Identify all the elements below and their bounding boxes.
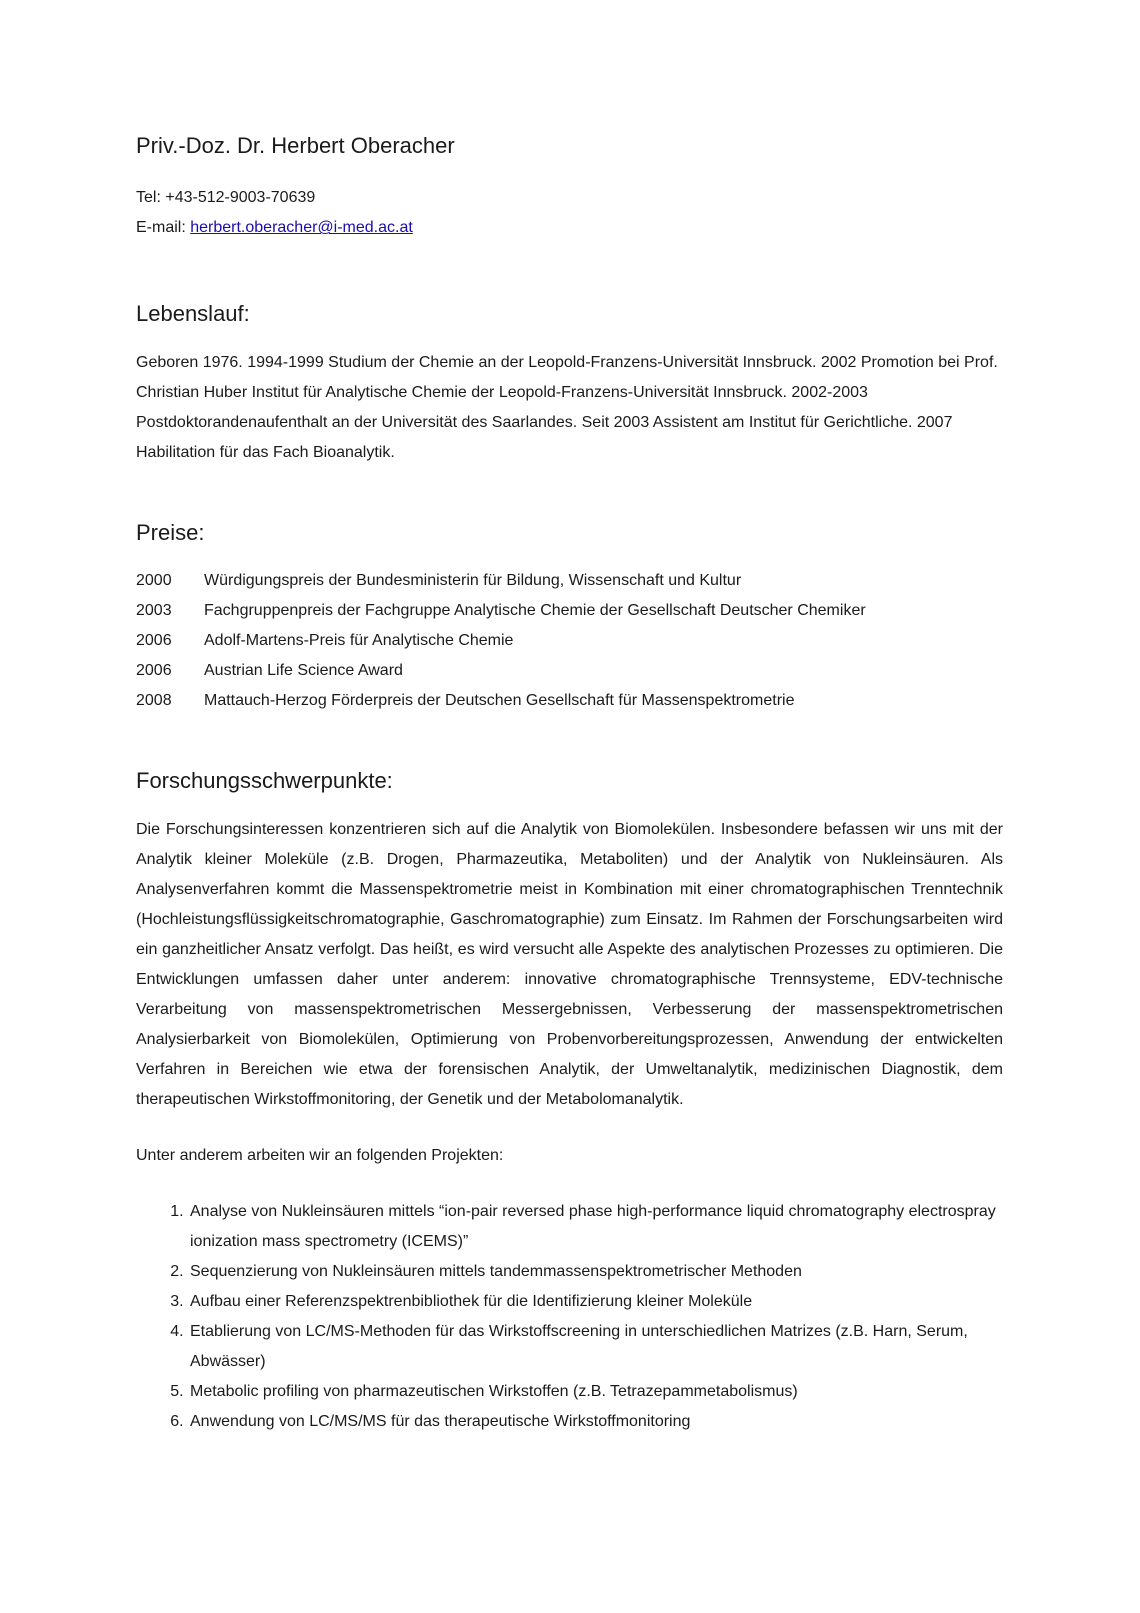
prize-row xyxy=(136,656,866,686)
email-label: E-mail: xyxy=(136,219,186,237)
email-link[interactable]: herbert.oberacher@i-med.ac.at xyxy=(190,219,413,237)
cv-heading: Lebenslauf: xyxy=(136,301,250,327)
cv-text: Geboren 1976. 1994-1999 Studium der Chemie an der Leopold-Franzens-Universität Innsbruck. 2002 Promotion bei Prof. Christian Huber Institut für Analytische Chemie der Leopold-Franzens-Universität Innsbruck. 2002-2003 Postdoktorandenaufenthalt an der Universität des Saarlandes. Seit 2003 Assistent am Institut für Gerichtliche. 2007 Habilitation für das Fach Bioanalytik. xyxy=(136,353,998,461)
prize-year: 2006 xyxy=(136,632,172,650)
prize-row xyxy=(136,596,866,626)
page-title: Priv.-Doz. Dr. Herbert Oberacher xyxy=(136,133,455,158)
list-item: 1. Analyse von Nukleinsäuren mittels “ion-pair reversed phase high-performance liquid chromatography electrospray ionization mass spectrometry (ICEMS)” xyxy=(188,1197,1003,1257)
list-item: 4. Etablierung von LC/MS-Methoden für das Wirkstoffscreening in unterschiedlichen Matrizes (z.B. Harn, Serum, Abwässer) xyxy=(188,1317,1003,1377)
prize-title: Fachgruppenpreis der Fachgruppe Analytische Chemie der Gesellschaft Deutscher Chemiker xyxy=(204,602,866,620)
list-item: 3. Aufbau einer Referenzspektrenbibliothek für die Identifizierung kleiner Moleküle xyxy=(188,1287,1003,1317)
prize-title: Würdigungspreis der Bundesministerin für Bildung, Wissenschaft und Kultur xyxy=(204,572,742,590)
projects-list xyxy=(136,1197,1003,1437)
phone-line xyxy=(136,183,1003,213)
list-item: 5. Metabolic profiling von pharmazeutischen Wirkstoffen (z.B. Tetrazepammetabolismus) xyxy=(188,1377,1003,1407)
phone-number: +43-512-9003-70639 xyxy=(165,189,316,207)
prize-row xyxy=(136,686,866,716)
list-item: 2. Sequenzierung von Nukleinsäuren mittels tandemmassenspektrometrischer Methoden xyxy=(188,1257,1003,1287)
phone-label: Tel: xyxy=(136,189,161,207)
email-line xyxy=(136,213,1003,243)
research-text: Die Forschungsinteressen konzentrieren sich auf die Analytik von Biomolekülen. Insbesondere befassen wir uns mit der Analytik kleiner Moleküle (z.B. Drogen, Pharmazeutika, Metaboliten) und der Analytik von Nukleinsäuren. Als Analysenverfahren kommt die Massenspektrometrie meist in Kombination mit einer chromatographischen Trenntechnik (Hochleistungsflüssigkeitschromatographie, Gaschromatographie) zum Einsatz. Im Rahmen der Forschungsarbeiten wird ein ganzheitlicher Ansatz verfolgt. Das heißt, es wird versucht alle Aspekte des analytischen Prozesses zu optimieren. Die Entwicklungen umfassen daher unter anderem: innovative chromatographische Trennsysteme, EDV-technische Verarbeitung von massenspektrometrischen Messergebnissen, Verbesserung der massenspektrometrischen Analysierbarkeit von Biomolekülen, Optimierung von Probenvorbereitungsprozessen, Anwendung der entwickelten Verfahren in Bereichen wie etwa der forensischen Analytik, der Umweltanalytik, medizinischen Diagnostik, dem therapeutischen Wirkstoffmonitoring, der Genetik und der Metabolomanalytik. xyxy=(136,820,1003,1108)
prize-year: 2000 xyxy=(136,572,172,590)
list-item: 6. Anwendung von LC/MS/MS für das therapeutische Wirkstoffmonitoring xyxy=(188,1407,1003,1437)
prizes-heading: Preise: xyxy=(136,519,205,545)
prize-year: 2008 xyxy=(136,692,172,710)
prize-title: Austrian Life Science Award xyxy=(204,662,403,680)
prize-title: Mattauch-Herzog Förderpreis der Deutschen Gesellschaft für Massenspektrometrie xyxy=(204,692,795,710)
prize-title: Adolf-Martens-Preis für Analytische Chemie xyxy=(204,632,514,650)
prize-year: 2006 xyxy=(136,662,172,680)
prizes-list xyxy=(136,566,866,716)
projects-intro: Unter anderem arbeiten wir an folgenden Projekten: xyxy=(136,1146,504,1164)
prize-row xyxy=(136,566,866,596)
prize-year: 2003 xyxy=(136,602,172,620)
research-heading: Forschungsschwerpunkte: xyxy=(136,768,393,794)
prize-row xyxy=(136,626,866,656)
